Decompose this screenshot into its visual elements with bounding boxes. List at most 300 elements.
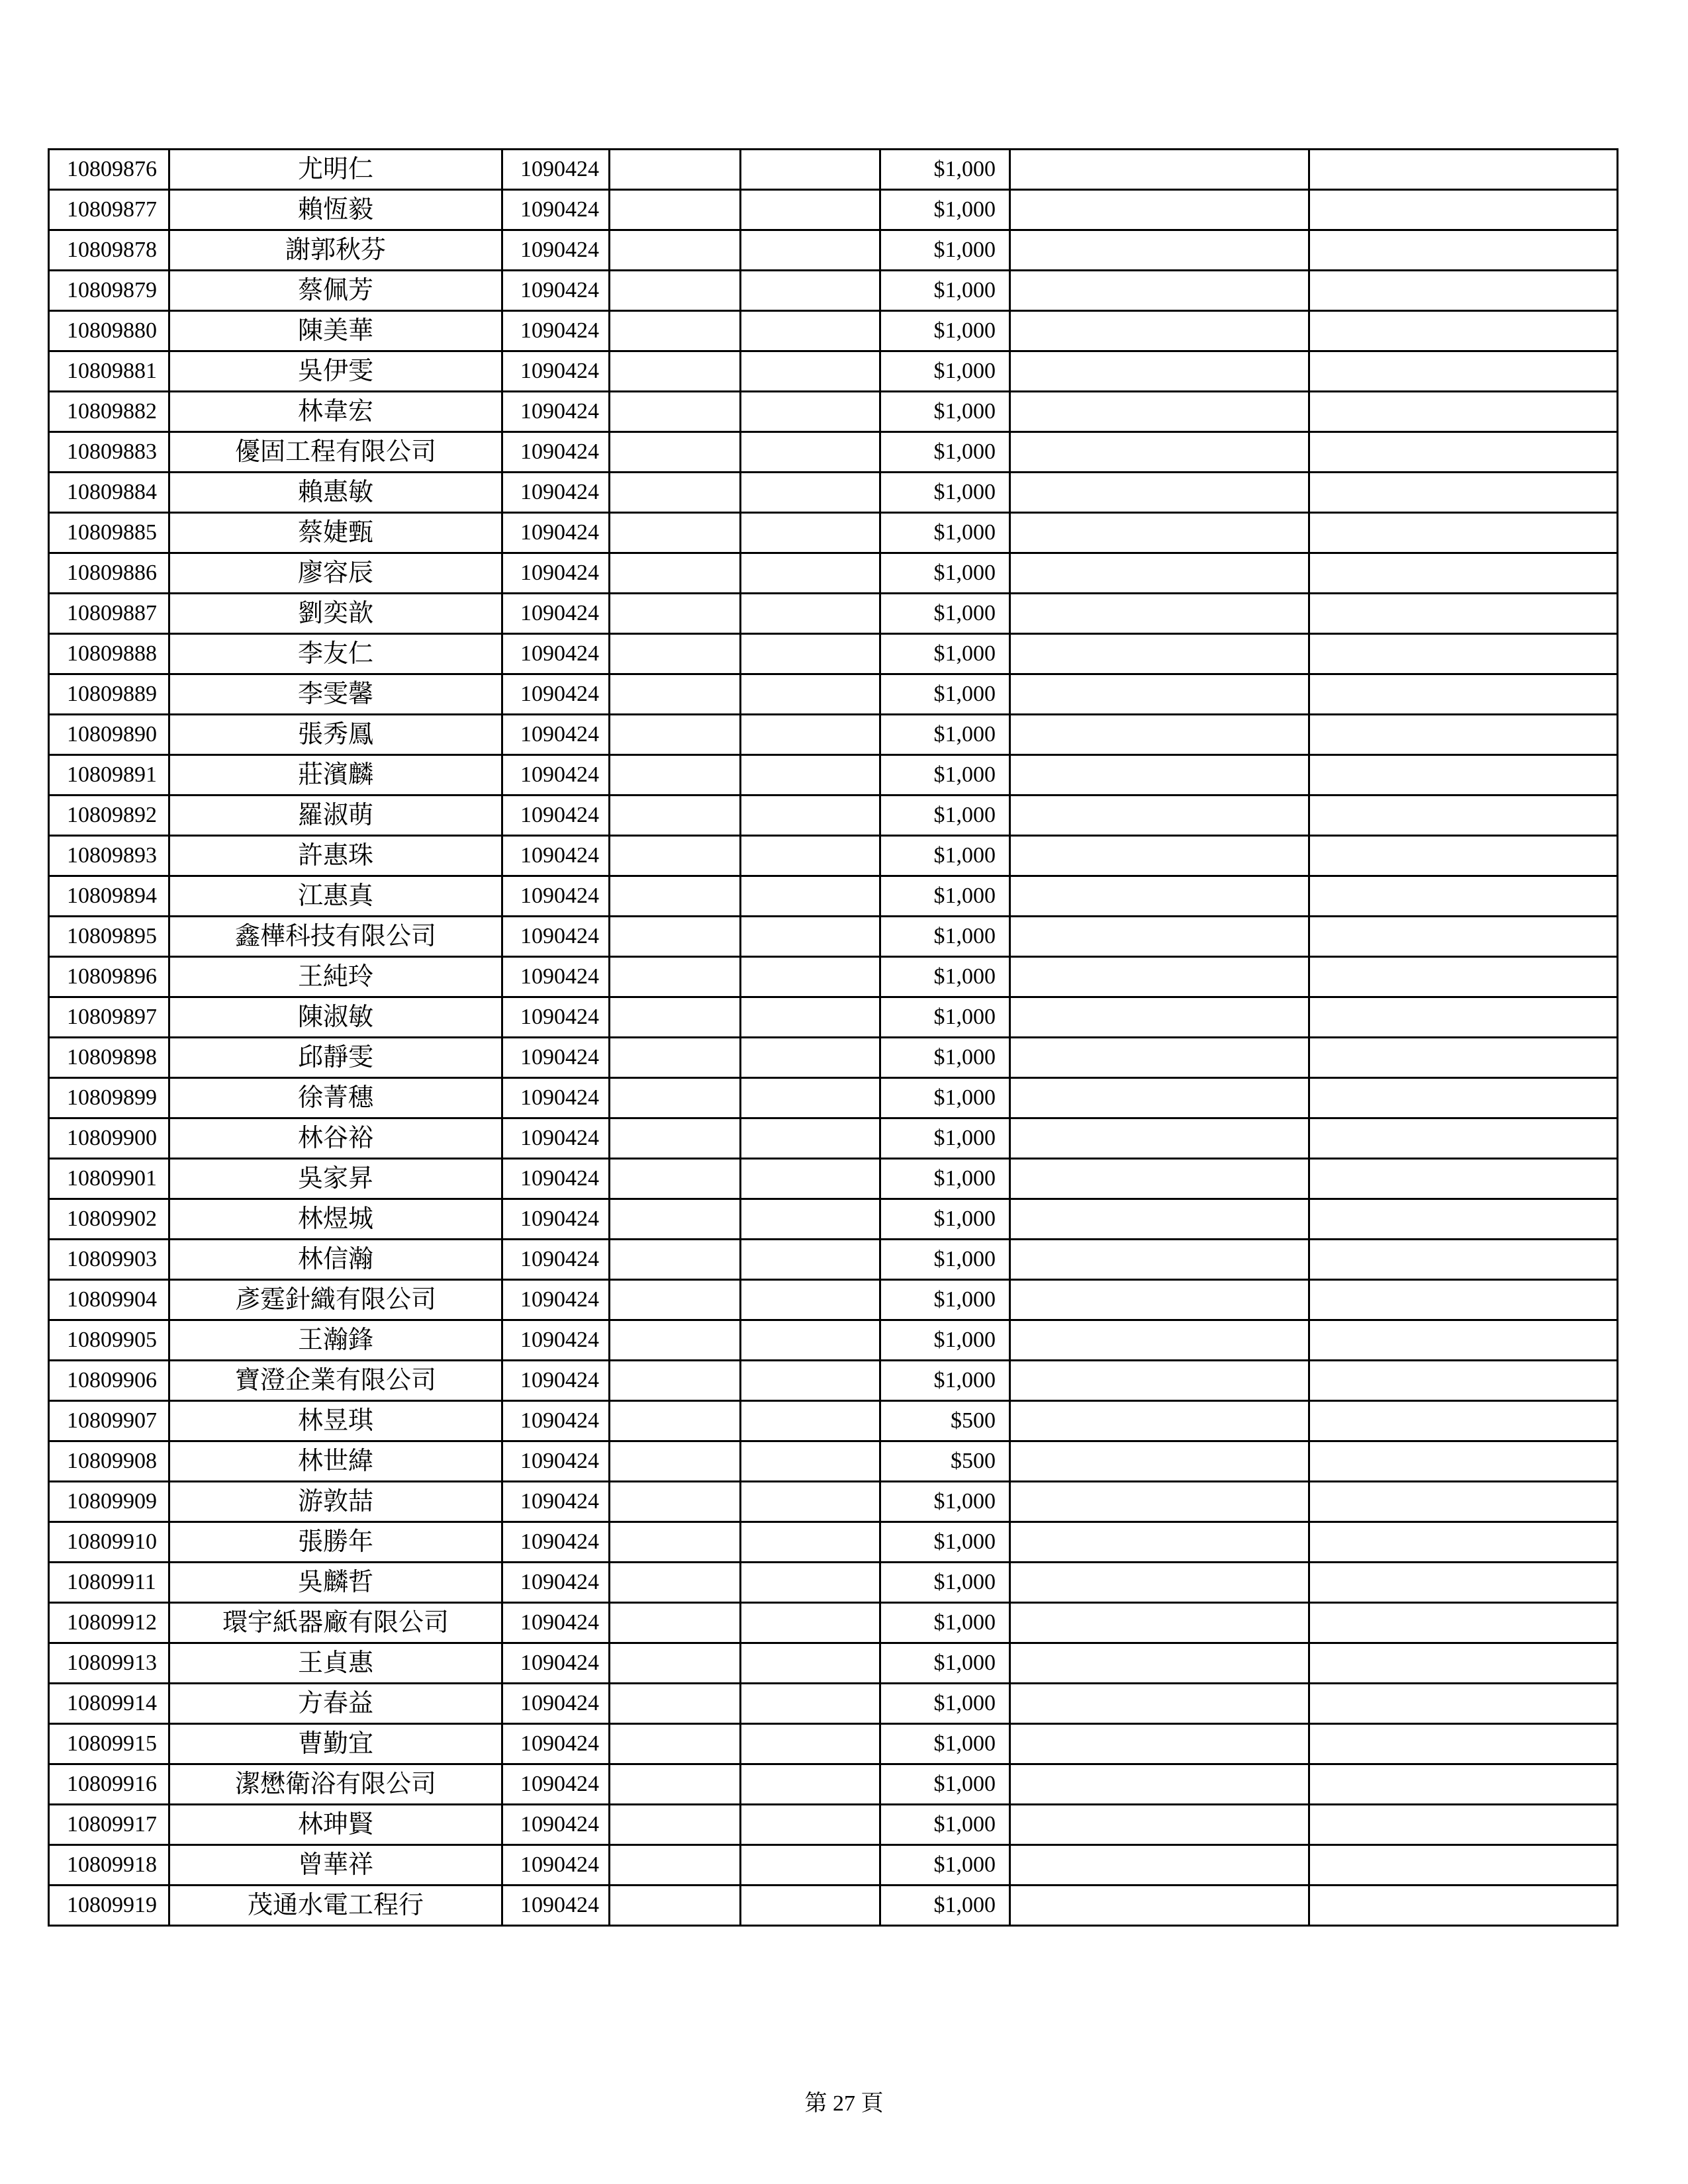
receipt-id-cell: 10809916 [49,1764,169,1805]
blank-cell [741,1441,880,1482]
date-cell: 1090424 [502,271,610,311]
date-cell: 1090424 [502,1320,610,1361]
blank-cell [1309,1118,1618,1159]
date-cell: 1090424 [502,553,610,594]
table-row [49,230,1618,271]
blank-cell [741,1764,880,1805]
amount-cell: $1,000 [880,997,1010,1038]
blank-cell [741,634,880,674]
donor-name-cell: 劉奕歆 [169,594,502,634]
date-cell: 1090424 [502,473,610,513]
amount-cell: $1,000 [880,755,1010,796]
table-row [49,1199,1618,1240]
blank-cell [1010,1845,1309,1886]
amount-cell: $1,000 [880,1886,1010,1926]
blank-cell [1010,796,1309,836]
blank-cell [610,1401,741,1441]
blank-cell [610,230,741,271]
receipt-id-cell: 10809913 [49,1643,169,1684]
receipt-id-cell: 10809906 [49,1361,169,1401]
blank-cell [1010,230,1309,271]
blank-cell [1010,1320,1309,1361]
table-row [49,1522,1618,1563]
blank-cell [610,715,741,755]
table-row [49,1320,1618,1361]
table-row [49,1886,1618,1926]
date-cell: 1090424 [502,1764,610,1805]
blank-cell [610,1643,741,1684]
table-row [49,1845,1618,1886]
blank-cell [1309,311,1618,351]
amount-cell: $1,000 [880,1159,1010,1199]
blank-cell [610,432,741,473]
receipt-id-cell: 10809885 [49,513,169,553]
table-row [49,917,1618,957]
table-row [49,876,1618,917]
date-cell: 1090424 [502,190,610,230]
blank-cell [1309,1280,1618,1320]
date-cell: 1090424 [502,674,610,715]
donor-name-cell: 方春益 [169,1684,502,1724]
receipt-id-cell: 10809879 [49,271,169,311]
donor-name-cell: 賴恆毅 [169,190,502,230]
blank-cell [1309,1764,1618,1805]
amount-cell: $1,000 [880,594,1010,634]
blank-cell [741,1320,880,1361]
blank-cell [610,917,741,957]
blank-cell [741,1240,880,1280]
donor-name-cell: 羅淑萌 [169,796,502,836]
blank-cell [1309,553,1618,594]
amount-cell: $1,000 [880,1199,1010,1240]
table-row [49,1401,1618,1441]
blank-cell [741,1845,880,1886]
table-row [49,392,1618,432]
donor-name-cell: 陳淑敏 [169,997,502,1038]
blank-cell [610,1603,741,1643]
blank-cell [741,150,880,190]
blank-cell [610,1240,741,1280]
blank-cell [741,715,880,755]
receipt-id-cell: 10809892 [49,796,169,836]
donor-name-cell: 李雯馨 [169,674,502,715]
receipt-id-cell: 10809882 [49,392,169,432]
blank-cell [1010,1643,1309,1684]
date-cell: 1090424 [502,1361,610,1401]
amount-cell: $1,000 [880,1684,1010,1724]
amount-cell: $500 [880,1441,1010,1482]
date-cell: 1090424 [502,715,610,755]
date-cell: 1090424 [502,351,610,392]
amount-cell: $1,000 [880,230,1010,271]
blank-cell [610,351,741,392]
donor-name-cell: 謝郭秋芬 [169,230,502,271]
donor-name-cell: 尤明仁 [169,150,502,190]
blank-cell [1010,1038,1309,1078]
blank-cell [610,1118,741,1159]
blank-cell [610,1482,741,1522]
table-row [49,634,1618,674]
blank-cell [610,997,741,1038]
blank-cell [1010,1563,1309,1603]
blank-cell [741,1199,880,1240]
blank-cell [610,190,741,230]
receipt-id-cell: 10809894 [49,876,169,917]
donor-name-cell: 曾華祥 [169,1845,502,1886]
date-cell: 1090424 [502,957,610,997]
amount-cell: $1,000 [880,917,1010,957]
blank-cell [741,1401,880,1441]
blank-cell [1309,1522,1618,1563]
blank-cell [1309,513,1618,553]
blank-cell [1010,351,1309,392]
blank-cell [1010,1118,1309,1159]
amount-cell: $1,000 [880,513,1010,553]
blank-cell [610,1724,741,1764]
blank-cell [1309,1361,1618,1401]
blank-cell [741,513,880,553]
blank-cell [610,311,741,351]
amount-cell: $1,000 [880,1280,1010,1320]
blank-cell [1309,1563,1618,1603]
donor-name-cell: 李友仁 [169,634,502,674]
date-cell: 1090424 [502,997,610,1038]
blank-cell [741,957,880,997]
blank-cell [1309,190,1618,230]
blank-cell [741,1643,880,1684]
date-cell: 1090424 [502,1724,610,1764]
blank-cell [1010,392,1309,432]
blank-cell [1010,1482,1309,1522]
blank-cell [1010,876,1309,917]
blank-cell [741,1522,880,1563]
donor-name-cell: 吳麟哲 [169,1563,502,1603]
blank-cell [1309,1401,1618,1441]
amount-cell: $1,000 [880,634,1010,674]
blank-cell [610,1684,741,1724]
table-row [49,957,1618,997]
date-cell: 1090424 [502,755,610,796]
blank-cell [1309,1845,1618,1886]
table-row [49,997,1618,1038]
table-row [49,1684,1618,1724]
receipt-id-cell: 10809890 [49,715,169,755]
amount-cell: $1,000 [880,1320,1010,1361]
date-cell: 1090424 [502,1603,610,1643]
blank-cell [1309,271,1618,311]
blank-cell [741,1078,880,1118]
amount-cell: $1,000 [880,1240,1010,1280]
blank-cell [741,271,880,311]
donor-name-cell: 王純玲 [169,957,502,997]
blank-cell [1309,957,1618,997]
blank-cell [1010,997,1309,1038]
receipt-id-cell: 10809891 [49,755,169,796]
amount-cell: $1,000 [880,1522,1010,1563]
donor-name-cell: 蔡佩芳 [169,271,502,311]
donor-name-cell: 游敦喆 [169,1482,502,1522]
receipt-id-cell: 10809895 [49,917,169,957]
donor-name-cell: 徐菁穗 [169,1078,502,1118]
table-row [49,1280,1618,1320]
blank-cell [1309,1482,1618,1522]
amount-cell: $1,000 [880,1643,1010,1684]
donor-name-cell: 優固工程有限公司 [169,432,502,473]
amount-cell: $1,000 [880,1482,1010,1522]
donor-name-cell: 賴惠敏 [169,473,502,513]
table-row [49,1038,1618,1078]
blank-cell [741,553,880,594]
amount-cell: $1,000 [880,1563,1010,1603]
amount-cell: $1,000 [880,1361,1010,1401]
receipt-id-cell: 10809901 [49,1159,169,1199]
amount-cell: $1,000 [880,1805,1010,1845]
date-cell: 1090424 [502,1684,610,1724]
blank-cell [741,1482,880,1522]
blank-cell [741,1563,880,1603]
receipt-id-cell: 10809893 [49,836,169,876]
donor-name-cell: 張秀鳳 [169,715,502,755]
receipt-id-cell: 10809887 [49,594,169,634]
blank-cell [1309,715,1618,755]
date-cell: 1090424 [502,1643,610,1684]
date-cell: 1090424 [502,230,610,271]
blank-cell [610,755,741,796]
donor-name-cell: 曹勤宜 [169,1724,502,1764]
donor-name-cell: 潔懋衛浴有限公司 [169,1764,502,1805]
blank-cell [610,1886,741,1926]
table-row [49,715,1618,755]
blank-cell [1309,997,1618,1038]
blank-cell [1010,594,1309,634]
blank-cell [1010,271,1309,311]
blank-cell [610,1078,741,1118]
table-row [49,1441,1618,1482]
receipt-id-cell: 10809903 [49,1240,169,1280]
donor-name-cell: 張勝年 [169,1522,502,1563]
blank-cell [1309,150,1618,190]
donor-name-cell: 林昱琪 [169,1401,502,1441]
date-cell: 1090424 [502,1482,610,1522]
blank-cell [1010,1724,1309,1764]
blank-cell [1010,1159,1309,1199]
table-body [49,150,1618,1926]
table-row [49,432,1618,473]
blank-cell [610,1038,741,1078]
receipt-id-cell: 10809886 [49,553,169,594]
blank-cell [741,997,880,1038]
receipt-id-cell: 10809896 [49,957,169,997]
blank-cell [1010,917,1309,957]
blank-cell [610,1441,741,1482]
receipt-id-cell: 10809912 [49,1603,169,1643]
blank-cell [1309,1603,1618,1643]
donor-name-cell: 邱靜雯 [169,1038,502,1078]
table-row [49,473,1618,513]
receipt-id-cell: 10809907 [49,1401,169,1441]
amount-cell: $1,000 [880,553,1010,594]
donor-name-cell: 林信瀚 [169,1240,502,1280]
blank-cell [741,755,880,796]
table-row [49,1078,1618,1118]
amount-cell: $1,000 [880,1845,1010,1886]
blank-cell [1010,715,1309,755]
blank-cell [741,917,880,957]
donor-name-cell: 林煜城 [169,1199,502,1240]
table-row [49,513,1618,553]
blank-cell [1309,1643,1618,1684]
donor-name-cell: 吳伊雯 [169,351,502,392]
blank-cell [1309,1886,1618,1926]
blank-cell [1010,150,1309,190]
amount-cell: $1,000 [880,957,1010,997]
amount-cell: $1,000 [880,674,1010,715]
blank-cell [610,553,741,594]
blank-cell [1309,1078,1618,1118]
amount-cell: $1,000 [880,1603,1010,1643]
table-row [49,755,1618,796]
receipt-id-cell: 10809889 [49,674,169,715]
page-number: 第 27 頁 [804,2091,884,2116]
blank-cell [1309,1038,1618,1078]
blank-cell [1309,836,1618,876]
blank-cell [610,1361,741,1401]
blank-cell [1010,1603,1309,1643]
blank-cell [741,674,880,715]
amount-cell: $1,000 [880,392,1010,432]
donor-name-cell: 莊濱麟 [169,755,502,796]
blank-cell [741,1280,880,1320]
date-cell: 1090424 [502,1441,610,1482]
donor-name-cell: 林谷裕 [169,1118,502,1159]
blank-cell [610,1522,741,1563]
amount-cell: $1,000 [880,473,1010,513]
date-cell: 1090424 [502,1401,610,1441]
receipt-id-cell: 10809899 [49,1078,169,1118]
blank-cell [1309,1199,1618,1240]
blank-cell [610,1159,741,1199]
blank-cell [1309,230,1618,271]
table-row [49,1643,1618,1684]
amount-cell: $1,000 [880,1724,1010,1764]
amount-cell: $1,000 [880,1078,1010,1118]
blank-cell [741,1118,880,1159]
date-cell: 1090424 [502,1280,610,1320]
blank-cell [1010,957,1309,997]
date-cell: 1090424 [502,917,610,957]
amount-cell: $1,000 [880,271,1010,311]
blank-cell [741,1038,880,1078]
donor-name-cell: 林世緯 [169,1441,502,1482]
receipt-id-cell: 10809880 [49,311,169,351]
blank-cell [610,1199,741,1240]
date-cell: 1090424 [502,1118,610,1159]
blank-cell [741,351,880,392]
amount-cell: $1,000 [880,796,1010,836]
receipt-id-cell: 10809881 [49,351,169,392]
blank-cell [1010,553,1309,594]
donor-name-cell: 鑫樺科技有限公司 [169,917,502,957]
donor-name-cell: 王貞惠 [169,1643,502,1684]
date-cell: 1090424 [502,1805,610,1845]
blank-cell [610,271,741,311]
blank-cell [1309,1320,1618,1361]
blank-cell [610,150,741,190]
blank-cell [1309,1159,1618,1199]
table-row [49,1805,1618,1845]
blank-cell [741,311,880,351]
blank-cell [610,473,741,513]
donor-name-cell: 環宇紙器廠有限公司 [169,1603,502,1643]
blank-cell [1309,796,1618,836]
blank-cell [610,957,741,997]
blank-cell [1010,1886,1309,1926]
receipt-id-cell: 10809884 [49,473,169,513]
blank-cell [741,796,880,836]
donor-name-cell: 廖容辰 [169,553,502,594]
table-row [49,190,1618,230]
donor-name-cell: 林韋宏 [169,392,502,432]
blank-cell [1309,1441,1618,1482]
table-row [49,796,1618,836]
blank-cell [741,1724,880,1764]
blank-cell [610,1845,741,1886]
blank-cell [1309,1805,1618,1845]
donor-name-cell: 陳美華 [169,311,502,351]
blank-cell [610,594,741,634]
blank-cell [610,876,741,917]
donor-name-cell: 吳家昇 [169,1159,502,1199]
blank-cell [610,1280,741,1320]
amount-cell: $1,000 [880,876,1010,917]
table-row [49,1240,1618,1280]
donor-name-cell: 許惠珠 [169,836,502,876]
blank-cell [1010,311,1309,351]
blank-cell [1309,876,1618,917]
date-cell: 1090424 [502,392,610,432]
donation-table [48,148,1618,1927]
blank-cell [741,190,880,230]
blank-cell [1010,1805,1309,1845]
blank-cell [741,1603,880,1643]
receipt-id-cell: 10809877 [49,190,169,230]
amount-cell: $1,000 [880,351,1010,392]
blank-cell [1309,1684,1618,1724]
receipt-id-cell: 10809888 [49,634,169,674]
amount-cell: $1,000 [880,150,1010,190]
table-row [49,1724,1618,1764]
blank-cell [610,634,741,674]
receipt-id-cell: 10809898 [49,1038,169,1078]
blank-cell [610,1320,741,1361]
table-row [49,1159,1618,1199]
donor-name-cell: 茂通水電工程行 [169,1886,502,1926]
date-cell: 1090424 [502,513,610,553]
blank-cell [1010,1240,1309,1280]
blank-cell [1010,1522,1309,1563]
date-cell: 1090424 [502,876,610,917]
date-cell: 1090424 [502,634,610,674]
blank-cell [1309,392,1618,432]
blank-cell [1309,674,1618,715]
amount-cell: $1,000 [880,715,1010,755]
date-cell: 1090424 [502,432,610,473]
table-row [49,271,1618,311]
blank-cell [1309,594,1618,634]
blank-cell [1010,1199,1309,1240]
receipt-id-cell: 10809905 [49,1320,169,1361]
blank-cell [1010,432,1309,473]
